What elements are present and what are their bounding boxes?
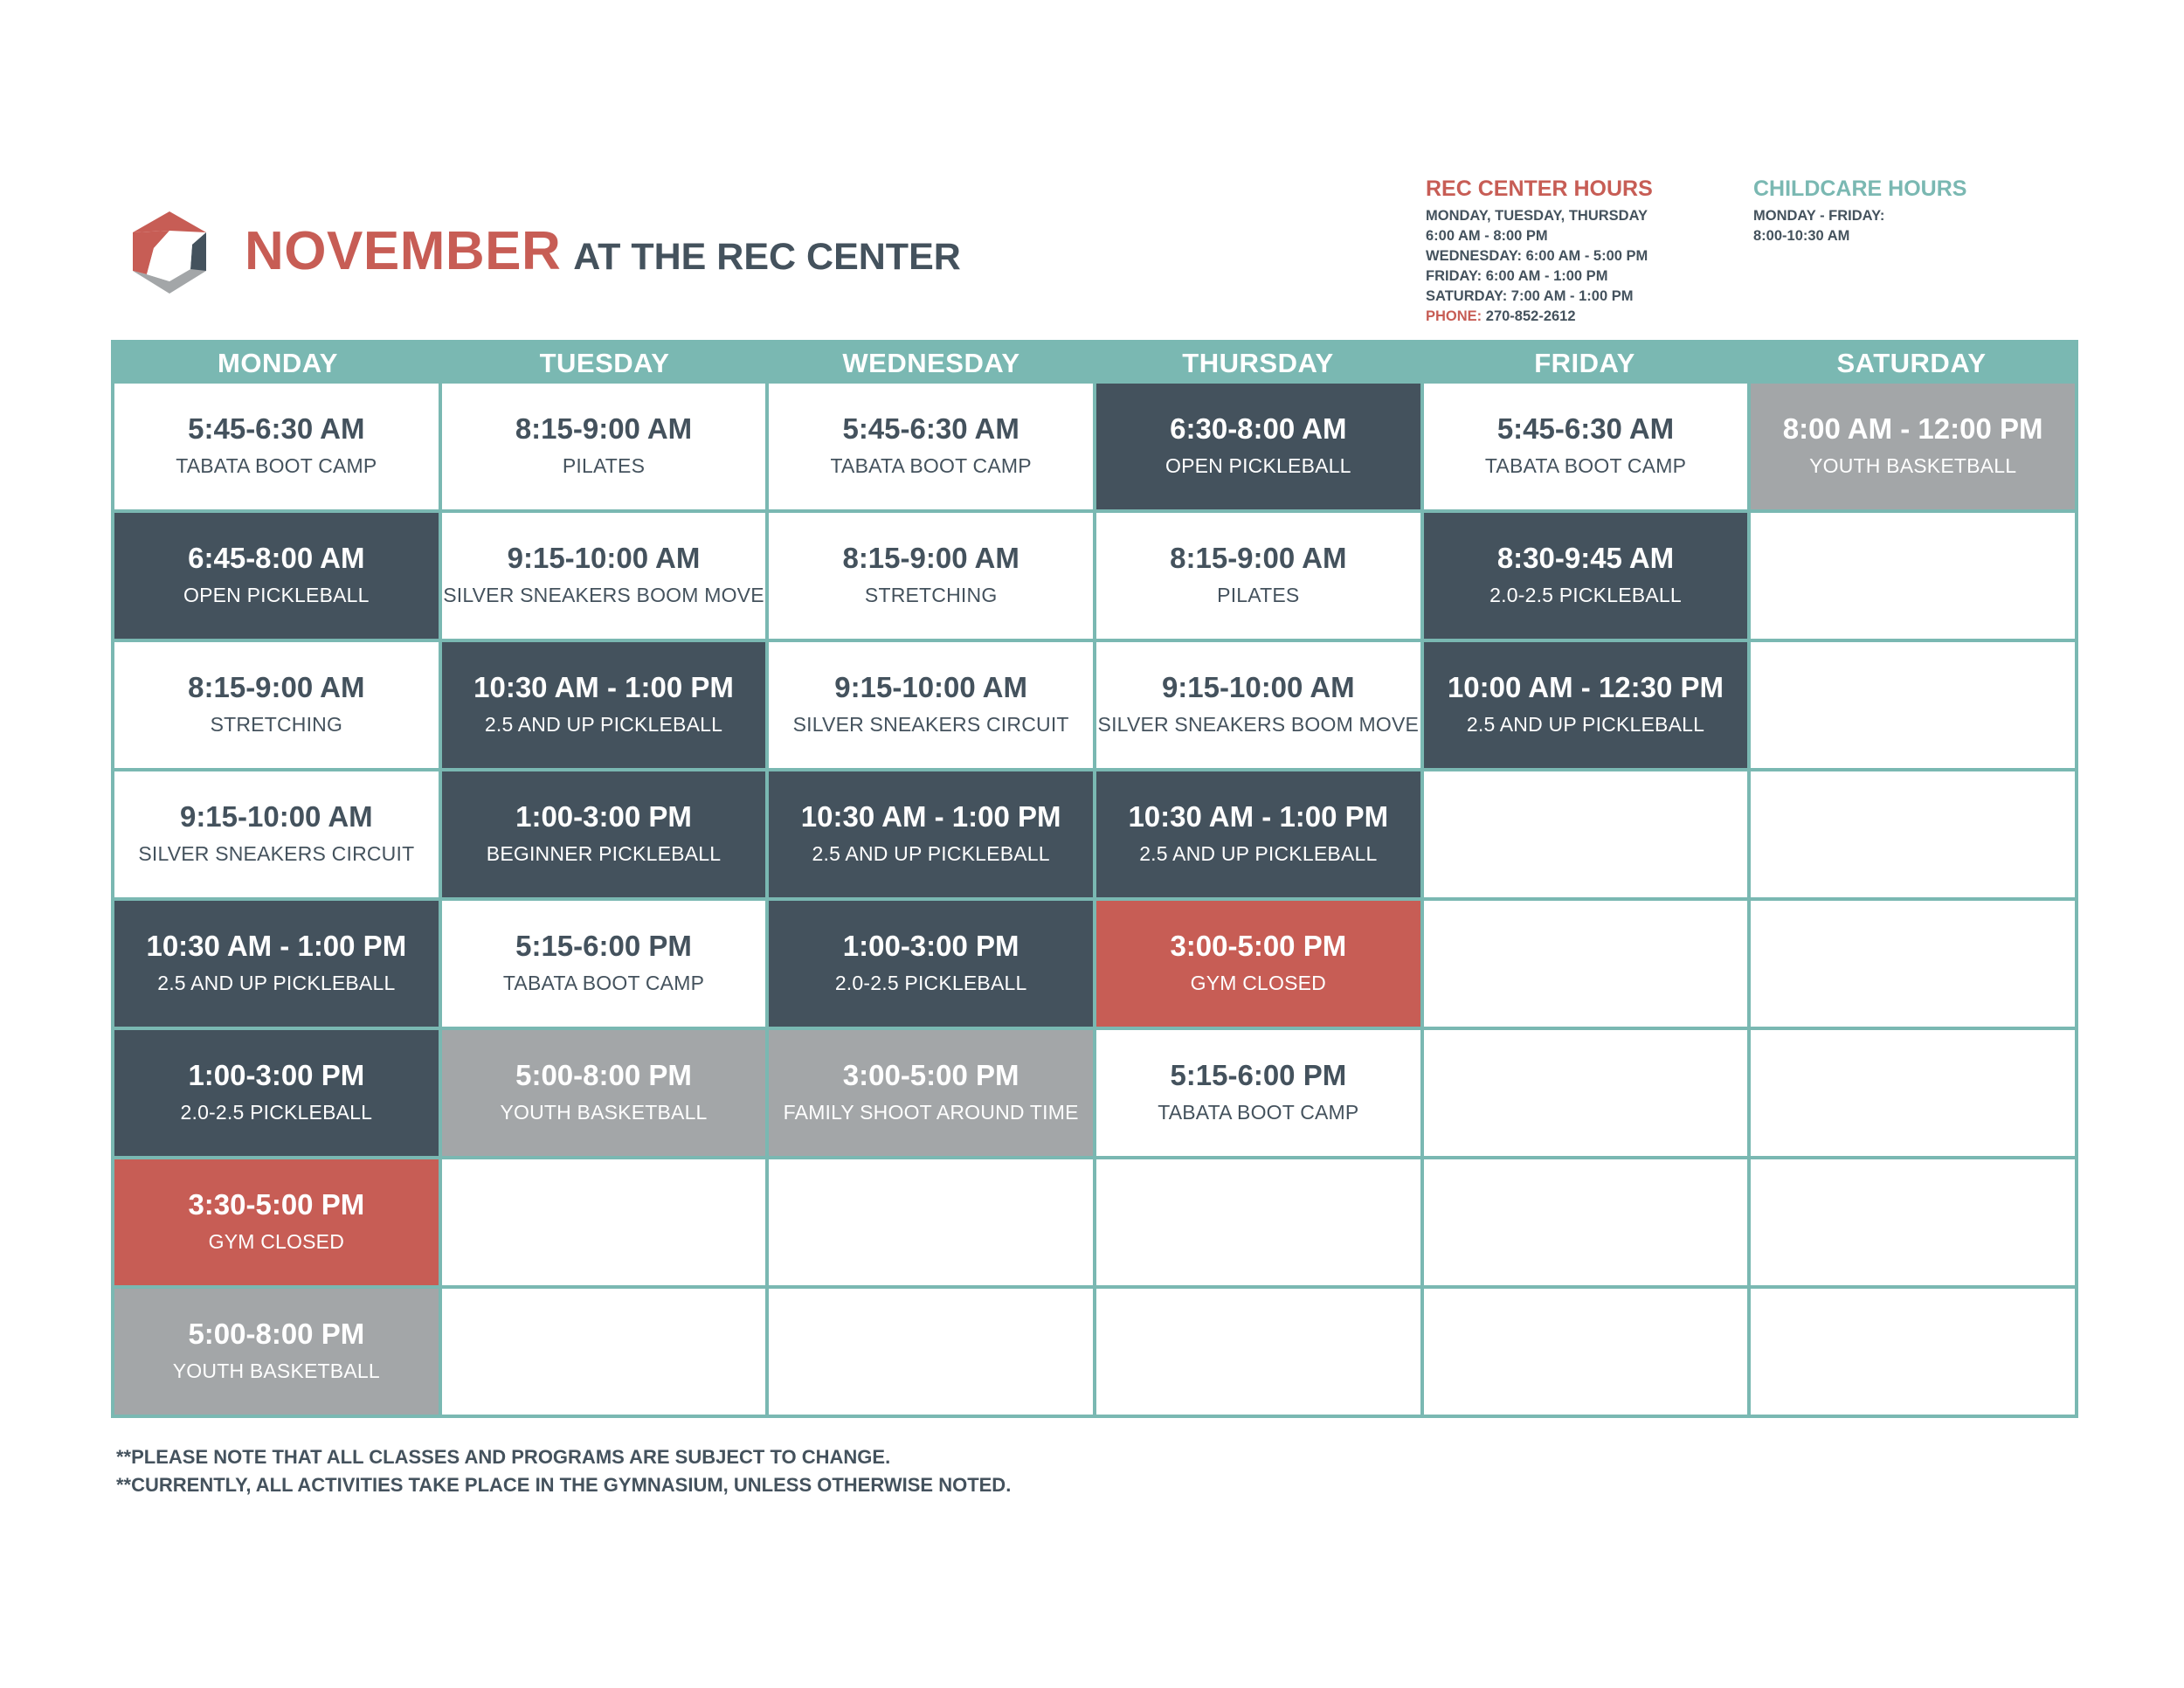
rec-center-logo: [129, 210, 210, 295]
class-slot-thursday: [1096, 771, 1420, 897]
empty-slot-tuesday: [442, 1289, 766, 1415]
class-activity: PILATES: [562, 453, 646, 477]
empty-slot-saturday: [1751, 1289, 2075, 1415]
title-month: NOVEMBER: [245, 221, 562, 281]
class-time: 8:30-9:45 AM: [1496, 541, 1675, 574]
class-activity: TABATA BOOT CAMP: [830, 453, 1032, 477]
class-time: 10:00 AM - 12:30 PM: [1447, 670, 1724, 703]
class-activity: OPEN PICKLEBALL: [183, 583, 370, 606]
schedule-table: [111, 340, 2078, 1418]
class-activity: STRETCHING: [864, 583, 998, 606]
class-time: 10:30 AM - 1:00 PM: [800, 799, 1061, 833]
empty-slot-saturday: [1751, 1159, 2075, 1285]
class-slot-tuesday: [442, 513, 766, 639]
class-activity: 2.0-2.5 PICKLEBALL: [1489, 583, 1682, 606]
class-slot-tuesday: [442, 384, 766, 509]
rec-phone: [1426, 307, 1653, 327]
class-time: 5:00-8:00 PM: [515, 1058, 692, 1091]
class-slot-tuesday: [442, 642, 766, 768]
class-slot-monday: [114, 1159, 439, 1285]
class-slot-monday: [114, 513, 439, 639]
class-activity: 2.5 AND UP PICKLEBALL: [812, 841, 1050, 865]
class-time: 1:00-3:00 PM: [842, 929, 1019, 962]
class-activity: BEGINNER PICKLEBALL: [486, 841, 722, 865]
class-activity: 2.0-2.5 PICKLEBALL: [180, 1100, 373, 1124]
rec-hours-line: WEDNESDAY: 6:00 AM - 5:00 PM: [1426, 248, 1648, 264]
class-slot-saturday: [1751, 384, 2075, 509]
class-slot-thursday: [1096, 513, 1420, 639]
class-slot-friday: [1424, 642, 1748, 768]
class-activity: YOUTH BASKETBALL: [1809, 453, 2017, 477]
day-header-thursday: THURSDAY: [1182, 348, 1334, 378]
class-time: 1:00-3:00 PM: [188, 1058, 365, 1091]
class-activity: TABATA BOOT CAMP: [1484, 453, 1687, 477]
schedule-grid: [114, 384, 2075, 1415]
class-time: 8:15-9:00 AM: [1170, 541, 1347, 574]
class-activity: OPEN PICKLEBALL: [1165, 453, 1351, 477]
class-activity: PILATES: [1217, 583, 1300, 606]
title-subtitle: AT THE REC CENTER: [573, 236, 961, 278]
rec-hours-line: MONDAY, TUESDAY, THURSDAY: [1426, 208, 1648, 224]
class-slot-friday: [1424, 384, 1748, 509]
class-time: 9:15-10:00 AM: [507, 541, 701, 574]
class-time: 6:30-8:00 AM: [1170, 412, 1347, 445]
class-activity: FAMILY SHOOT AROUND TIME: [783, 1100, 1079, 1124]
class-slot-thursday: [1096, 1030, 1420, 1156]
class-slot-monday: [114, 1289, 439, 1415]
class-slot-monday: [114, 901, 439, 1027]
day-header-row: [114, 343, 2075, 384]
class-activity: 2.5 AND UP PICKLEBALL: [157, 971, 396, 994]
class-slot-tuesday: [442, 771, 766, 897]
class-slot-wednesday: [769, 513, 1093, 639]
rec-hours-line: SATURDAY: 7:00 AM - 1:00 PM: [1426, 288, 1634, 304]
class-time: 9:15-10:00 AM: [834, 670, 1028, 703]
class-time: 3:00-5:00 PM: [1170, 929, 1347, 962]
class-time: 5:15-6:00 PM: [1170, 1058, 1347, 1091]
class-activity: STRETCHING: [210, 712, 343, 736]
class-slot-monday: [114, 384, 439, 509]
class-slot-wednesday: [769, 771, 1093, 897]
class-time: 10:30 AM - 1:00 PM: [473, 670, 734, 703]
empty-slot-friday: [1424, 901, 1748, 1027]
class-activity: 2.5 AND UP PICKLEBALL: [1466, 712, 1705, 736]
footnote: **PLEASE NOTE THAT ALL CLASSES AND PROGRAMS ARE SUBJECT TO CHANGE.: [116, 1446, 891, 1468]
empty-slot-saturday: [1751, 901, 2075, 1027]
empty-slot-saturday: [1751, 771, 2075, 897]
rec-hours-line: FRIDAY: 6:00 AM - 1:00 PM: [1426, 268, 1608, 284]
class-time: 3:30-5:00 PM: [188, 1187, 365, 1221]
class-activity: YOUTH BASKETBALL: [172, 1359, 380, 1382]
childcare-hours: [1753, 176, 1966, 246]
class-activity: TABATA BOOT CAMP: [1158, 1100, 1359, 1124]
class-slot-tuesday: [442, 901, 766, 1027]
empty-slot-wednesday: [769, 1289, 1093, 1415]
day-header-saturday: SATURDAY: [1836, 348, 1987, 378]
childcare-hours-line: MONDAY - FRIDAY:: [1753, 208, 1885, 224]
class-time: 8:15-9:00 AM: [842, 541, 1019, 574]
rec-hours-heading: REC CENTER HOURS: [1426, 176, 1653, 201]
class-time: 8:15-9:00 AM: [188, 670, 365, 703]
empty-slot-thursday: [1096, 1289, 1420, 1415]
class-slot-wednesday: [769, 642, 1093, 768]
class-activity: SILVER SNEAKERS BOOM MOVE: [1097, 712, 1420, 736]
empty-slot-saturday: [1751, 642, 2075, 768]
class-slot-wednesday: [769, 384, 1093, 509]
class-time: 5:00-8:00 PM: [188, 1317, 365, 1350]
class-time: 3:00-5:00 PM: [842, 1058, 1019, 1091]
class-activity: SILVER SNEAKERS CIRCUIT: [138, 841, 415, 865]
class-slot-tuesday: [442, 1030, 766, 1156]
class-slot-monday: [114, 1030, 439, 1156]
day-header-wednesday: WEDNESDAY: [842, 348, 1020, 378]
empty-slot-wednesday: [769, 1159, 1093, 1285]
class-slot-wednesday: [769, 1030, 1093, 1156]
class-slot-wednesday: [769, 901, 1093, 1027]
rec-hours-line: 6:00 AM - 8:00 PM: [1426, 228, 1548, 244]
day-header-monday: MONDAY: [218, 348, 338, 378]
day-header-tuesday: TUESDAY: [539, 348, 670, 378]
class-time: 6:45-8:00 AM: [188, 541, 365, 574]
class-activity: 2.0-2.5 PICKLEBALL: [834, 971, 1027, 994]
class-activity: TABATA BOOT CAMP: [176, 453, 377, 477]
empty-slot-friday: [1424, 1289, 1748, 1415]
class-slot-thursday: [1096, 384, 1420, 509]
page-title: [245, 220, 961, 282]
class-activity: YOUTH BASKETBALL: [500, 1100, 708, 1124]
class-time: 9:15-10:00 AM: [179, 799, 373, 833]
class-slot-thursday: [1096, 642, 1420, 768]
class-slot-friday: [1424, 513, 1748, 639]
footnote: **CURRENTLY, ALL ACTIVITIES TAKE PLACE IN THE GYMNASIUM, UNLESS OTHERWISE NOTED.: [116, 1474, 1012, 1496]
class-slot-thursday: [1096, 901, 1420, 1027]
empty-slot-saturday: [1751, 513, 2075, 639]
class-activity: GYM CLOSED: [208, 1229, 345, 1253]
class-activity: 2.5 AND UP PICKLEBALL: [484, 712, 723, 736]
day-header-friday: FRIDAY: [1534, 348, 1635, 378]
class-time: 5:45-6:30 AM: [188, 412, 365, 445]
class-activity: GYM CLOSED: [1190, 971, 1326, 994]
class-activity: 2.5 AND UP PICKLEBALL: [1139, 841, 1378, 865]
class-time: 10:30 AM - 1:00 PM: [146, 929, 407, 962]
class-time: 5:15-6:00 PM: [515, 929, 692, 962]
class-time: 5:45-6:30 AM: [1496, 412, 1675, 445]
rec-center-hours: [1426, 176, 1653, 327]
phone-label: PHONE:: [1426, 308, 1482, 324]
class-slot-monday: [114, 771, 439, 897]
class-time: 8:00 AM - 12:00 PM: [1782, 412, 2043, 445]
class-time: 10:30 AM - 1:00 PM: [1128, 799, 1389, 833]
class-time: 5:45-6:30 AM: [842, 412, 1019, 445]
phone-number: 270-852-2612: [1485, 308, 1576, 324]
empty-slot-tuesday: [442, 1159, 766, 1285]
empty-slot-saturday: [1751, 1030, 2075, 1156]
empty-slot-thursday: [1096, 1159, 1420, 1285]
footnotes: [116, 1443, 1011, 1499]
class-activity: SILVER SNEAKERS CIRCUIT: [792, 712, 1069, 736]
class-time: 8:15-9:00 AM: [515, 412, 693, 445]
class-activity: SILVER SNEAKERS BOOM MOVE: [443, 583, 764, 606]
class-slot-monday: [114, 642, 439, 768]
empty-slot-friday: [1424, 1030, 1748, 1156]
childcare-hours-line: 8:00-10:30 AM: [1753, 228, 1850, 244]
class-time: 1:00-3:00 PM: [515, 799, 692, 833]
class-activity: TABATA BOOT CAMP: [502, 971, 705, 994]
empty-slot-friday: [1424, 771, 1748, 897]
empty-slot-friday: [1424, 1159, 1748, 1285]
class-time: 9:15-10:00 AM: [1161, 670, 1355, 703]
childcare-hours-heading: CHILDCARE HOURS: [1753, 176, 1967, 201]
